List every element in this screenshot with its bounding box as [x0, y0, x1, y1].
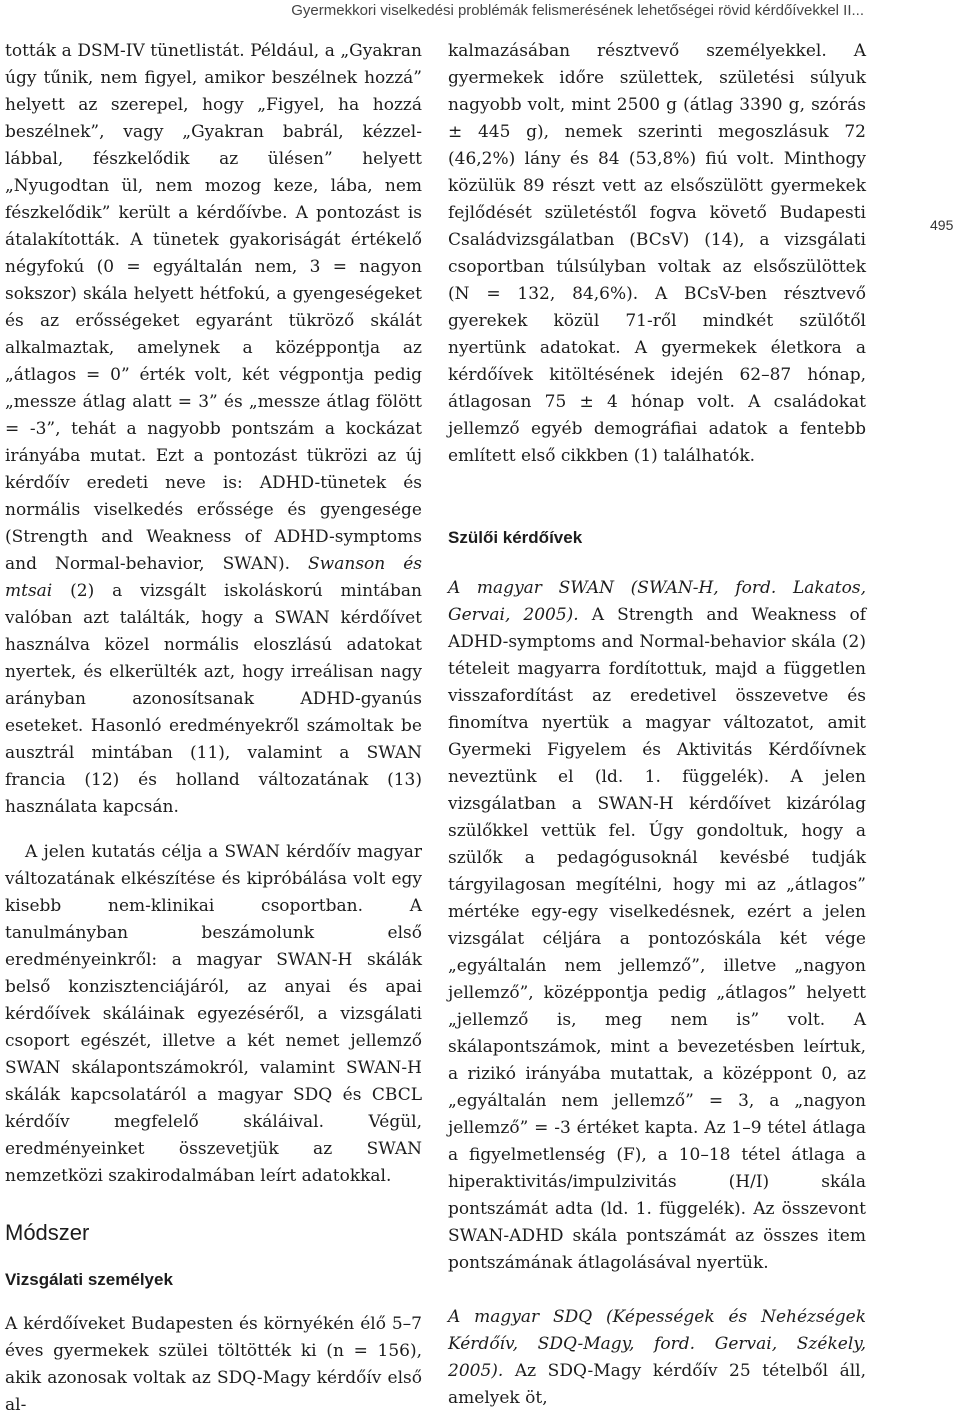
questionnaire-title: A magyar SDQ (Képességek és Nehézségek Kérdőív, SDQ-Magy, ford. Gervai, Székely, 2005).: [448, 1307, 866, 1381]
paragraph-gap: [448, 470, 866, 524]
body-paragraph: kalmazásában résztvevő személyekkel. A gyermekek időre születtek, születési súlyuk nagyobb volt, mint 2500 g (átlag 3390 g, szórás ± 445 g), nemek szerinti megoszlásuk 72 (46,2%) lány és 84 (53,8%) fiú volt. Minthogy közülük 89 részt vett az elsőszülött gyermekek fejlődését születéstől fogva követő Budapesti Családvizsgálatban (BCsV) (14), a vizsgálati csoportban túlsúlyban voltak az elsőszülöttek (N = 132, 84,6%). A BCsV-ben résztvevő gyerekek közül 71-ről mindkét szülőtől nyertünk adatokat. A gyermekek életkora a kérdőívek kitöltésének idején 62–87 hónap, átlagosan 75 ± 4 hónap volt. A családokat jellemző egyéb demográfiai adatok a fentebb említett első cikkben (1) találhatók.: [448, 41, 866, 466]
paragraph-text: (2) a vizsgált iskoláskorú mintában valóban azt találták, hogy a SWAN kérdőívet használva közel normális eloszlású adatokat nyertek, és elkerülték azt, hogy irreálisan nagy arányban azonosítsanak ADHD-gyanús eseteket. Hasonló eredményekről számoltak be ausztrál mintában (11), valamint a SWAN francia (12) és holland változatának (13) használata kapcsán.: [5, 581, 422, 817]
paragraph-gap: [448, 551, 866, 575]
left-column: [5, 38, 422, 1419]
paragraph-text: Az SDQ-Magy kérdőív 25 tételből áll, amelyek öt,: [448, 1361, 866, 1408]
subsection-heading: Szülői kérdőívek: [448, 528, 583, 547]
paragraph-gap: [5, 1293, 422, 1311]
body-paragraph: A kérdőíveket Budapesten és környékén élő 5–7 éves gyermekek szülei töltötték ki (n = 156), akik azonosak voltak az SDQ-Magy kérdőív első al-: [5, 1314, 422, 1415]
citation-authors: Swanson és mtsai: [5, 554, 422, 601]
body-paragraph: [448, 575, 866, 1277]
paragraph-gap: [5, 821, 422, 839]
section-heading: Módszer: [5, 1220, 90, 1245]
questionnaire-title: A magyar SWAN (SWAN-H, ford. Lakatos, Gervai, 2005).: [448, 578, 866, 625]
body-paragraph: [5, 38, 422, 821]
right-column: [448, 38, 866, 1412]
body-paragraph: [448, 1304, 866, 1412]
paragraph-gap: [448, 1277, 866, 1304]
running-header: Gyermekkori viselkedési problémák felismerésének lehetőségei rövid kérdőívekkel II...: [291, 2, 864, 19]
page-number: 495: [930, 217, 954, 233]
paragraph-text: tották a DSM-IV tünetlistát. Például, a „Gyakran úgy tűnik, nem figyel, amikor beszélnek hozzá” helyett az szerepel, hogy „Figyel, ha hozzá beszélnek”, vagy „Gyakran babrál, kézzel-lábbal, fészkelődik az ülésen” helyett „Nyugodtan ül, nem mozog keze, lába, nem fészkelődik” került a kérdőívbe. A pontozást is átalakították. A tünetek gyakoriságát értékelő négyfokú (0 = egyáltalán nem, 3 = nagyon sokszor) skála helyett hétfokú, a gyengeségeket és az erősségeket egyaránt tükröző skálát alkalmaztak, amelynek a középpontja az „átlagos = 0” érték volt, két végpontja pedig „messze átlag alatt = 3” és „messze átlag fölött = -3”, tehát a nagyobb pontszám a kockázat irányába mutat. Ezt a pontozást tükrözi az új kérdőív eredeti neve is: ADHD-tünetek és normális viselkedés erőssége és gyengesége (Strength and Weakness of ADHD-symptoms and Normal-behavior, SWAN).: [5, 41, 422, 574]
paragraph-text: A Strength and Weakness of ADHD-symptoms and Normal-behavior skála (2) tételeit magyarra fordítottuk, majd a független visszafordítást az eredetivel összevetve és finomítva nyertük a magyar változatot, amit Gyermeki Figyelem és Aktivitás Kérdőívnek neveztünk el (ld. 1. függelék). A jelen vizsgálatban a SWAN-H kérdőívet kizárólag szülőkkel vettük fel. Úgy gondoltuk, hogy a szülők a pedagógusoknál kevésbé tudják tárgyilagosan megítélni, hogy mi az „átlagos” mértéke egy-egy viselkedésnek, ezért a jelen vizsgálat céljára a pontozóskála két vége „egyáltalán nem jellemző”, illetve „nagyon jellemző”, középpontja pedig „átlagos” helyett „jellemző is, meg nem is” volt. A skálapontszámok, mint a bevezetésben leírtuk, a rizikó irányába mutattak, a középpont 0, az „egyáltalán nem jellemző” = 3, a „nagyon jellemző” = -3 értéket kapta. Az 1–9 tétel átlaga a figyelmetlenség (F), a 10–18 tétel átlaga a hiperaktivitás/impulzivitás (H/I) skála pontszámát adta (ld. 1. függelék). Az összevont SWAN-ADHD skála pontszámát az összes item pontszámának átlagolásával nyertük.: [448, 605, 866, 1273]
body-paragraph: A jelen kutatás célja a SWAN kérdőív magyar változatának elkészítése és kipróbálása volt egy kisebb nem-klinikai csoportban. A tanulmányban beszámolunk első eredményeinkről: a magyar SWAN-H skálák belső konzisztenciájáról, az anyai és apai kérdőívek skáláinak egyezéséről, a vizsgálati csoport egészét, illetve a két nemet jellemző SWAN skálapontszámokról, valamint SWAN-H skálák kapcsolatáról a magyar SDQ és CBCL kérdőív megfelelő skáláival. Végül, eredményeinket összevetjük az SWAN nemzetközi szakirodalmában leírt adatokkal.: [5, 842, 422, 1186]
subsection-heading: Vizsgálati személyek: [5, 1270, 173, 1289]
